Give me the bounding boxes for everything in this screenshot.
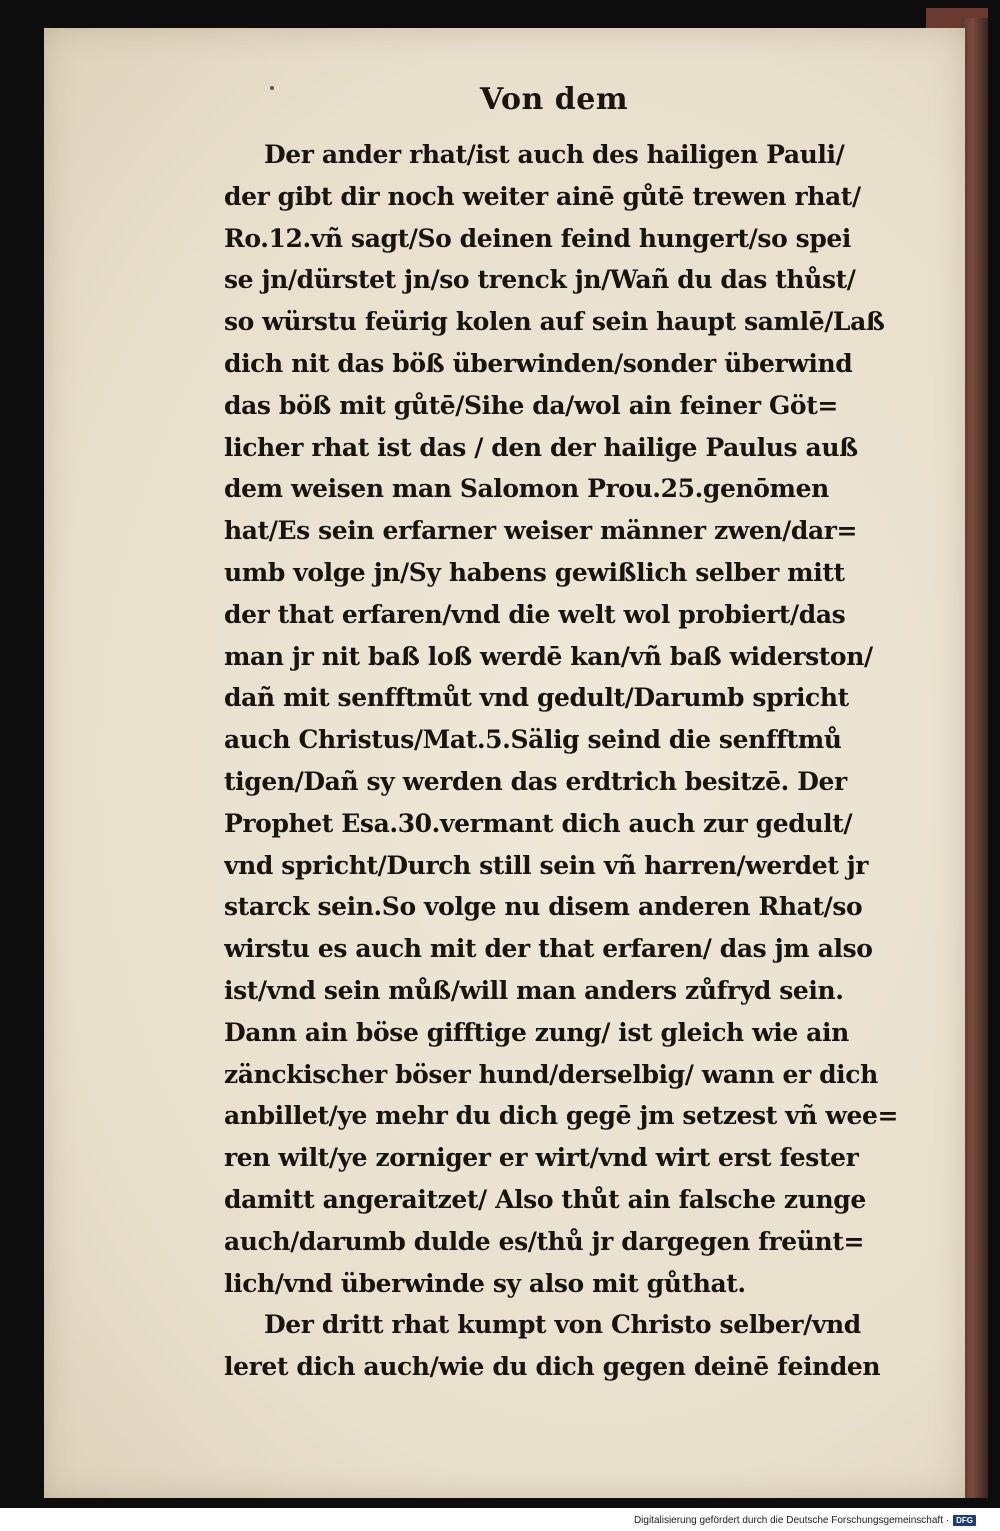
text-line: umb volge jn/Sy habens gewißlich selber mitt: [224, 557, 845, 587]
ink-speck: [270, 86, 274, 90]
text-line: ren wilt/ye zorniger er wirt/vnd wirt erst fester: [224, 1143, 859, 1173]
text-line: tigen/Dañ sy werden das erdtrich besitzē. Der: [224, 766, 847, 796]
text-line: vnd spricht/Durch still sein vñ harren/werdet jr: [224, 850, 869, 880]
text-line: Dann ain böse gifftige zung/ ist gleich wie ain: [224, 1017, 849, 1047]
dfg-logo: DFG: [953, 1515, 976, 1526]
text-line: dich nit das böß überwinden/sonder überwind: [224, 348, 853, 378]
text-line: ist/vnd sein můß/will man anders zůfryd sein.: [224, 975, 844, 1005]
text-line: der gibt dir noch weiter ainē gůtē trewen rhat/: [224, 181, 861, 211]
text-line: dem weisen man Salomon Prou.25.genōmen: [224, 474, 829, 504]
text-line: wirstu es auch mit der that erfaren/ das jm also: [224, 934, 873, 964]
text-line: starck sein.So volge nu disem anderen Rhat/so: [224, 892, 863, 922]
book-edge: [962, 18, 988, 1498]
text-line: Der dritt rhat kumpt von Christo selber/vnd: [264, 1310, 861, 1340]
text-line: der that erfaren/vnd die welt wol probiert/das: [224, 599, 846, 629]
text-line: zänckischer böser hund/derselbig/ wann er dich: [224, 1059, 878, 1089]
text-line: Prophet Esa.30.vermant dich auch zur gedult/: [224, 808, 853, 838]
digitization-footer: [634, 1515, 976, 1526]
footer-text: Digitalisierung gefördert durch die Deutsche Forschungsgemeinschaft ·: [633, 1515, 950, 1526]
text-line: lich/vnd überwinde sy also mit gůthat.: [224, 1268, 746, 1298]
text-line: man jr nit baß loß werdē kan/vñ baß widerston/: [224, 641, 873, 671]
text-line: se jn/dürstet jn/so trenck jn/Wañ du das thůst/: [224, 265, 856, 295]
text-line: licher rhat ist das / den der hailige Paulus auß: [224, 432, 858, 462]
running-header: Von dem: [480, 82, 629, 117]
text-line: leret dich auch/wie du dich gegen deinē feinden: [224, 1352, 881, 1382]
text-line: anbillet/ye mehr du dich gegē jm setzest vñ wee=: [224, 1101, 899, 1131]
text-line: so würstu feürig kolen auf sein haupt samlē/Laß: [224, 307, 885, 337]
text-line: damitt angeraitzet/ Also thůt ain falsche zunge: [224, 1184, 866, 1214]
page-text: [224, 134, 934, 1388]
text-line: Der ander rhat/ist auch des hailigen Pauli/: [264, 140, 845, 169]
text-line: hat/Es sein erfarner weiser männer zwen/dar=: [224, 516, 858, 546]
text-line: Ro.12.vñ sagt/So deinen feind hungert/so spei: [224, 223, 852, 253]
text-line: auch/darumb dulde es/thů jr dargegen freünt=: [224, 1226, 865, 1256]
text-line: das böß mit gůtē/Sihe da/wol ain feiner Göt=: [224, 390, 838, 420]
text-line: auch Christus/Mat.5.Sälig seind die senfftmů: [224, 725, 842, 755]
text-line: dañ mit senfftmůt vnd gedult/Darumb spricht: [224, 683, 849, 713]
